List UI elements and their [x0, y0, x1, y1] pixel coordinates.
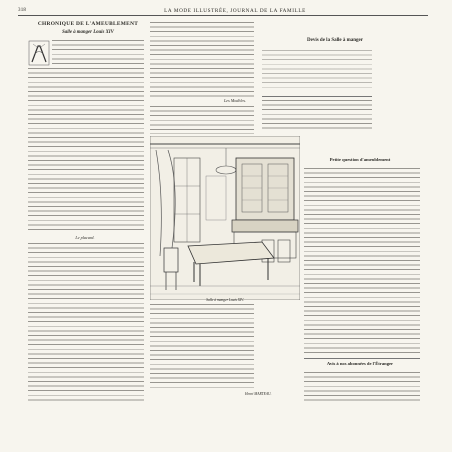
- ornamental-initial-icon: [28, 40, 50, 66]
- avis-text-block: [304, 372, 420, 402]
- modeles-heading: Les Modèles.: [223, 98, 247, 103]
- header-rule: [18, 15, 428, 16]
- devis-price-list: [262, 50, 372, 90]
- chronique-text-block: [28, 243, 144, 401]
- author-signature: Henri MARTEAU.: [245, 392, 272, 396]
- section-divider: [304, 358, 420, 359]
- chronique-title: CHRONIQUE DE L'AMEUBLEMENT: [37, 21, 139, 27]
- chronique-text-block: [28, 68, 144, 232]
- devis-title: Devis de la Salle à manger: [307, 38, 363, 43]
- placard-heading: Le placard.: [75, 235, 95, 240]
- middle-text-block: [150, 304, 254, 390]
- avis-title: Avis à nos abonnées de l'Étranger: [326, 361, 394, 366]
- chronique-subtitle: Salle à manger Louis XIV: [62, 30, 114, 35]
- middle-text-block: [150, 106, 254, 134]
- section-divider: [262, 96, 372, 97]
- petite-question-title: Petite question d'ameublement: [329, 157, 391, 162]
- petite-question-text: [304, 168, 420, 354]
- dining-room-illustration: [150, 136, 300, 300]
- middle-text-block: [150, 22, 254, 98]
- illustration-caption: Salle à manger Louis XIV.: [206, 298, 244, 302]
- devis-text-block: [262, 100, 372, 132]
- page-number: 318: [18, 8, 27, 13]
- chronique-text-block: [52, 40, 144, 66]
- running-title: LA MODE ILLUSTRÉE, JOURNAL DE LA FAMILLE: [164, 8, 306, 14]
